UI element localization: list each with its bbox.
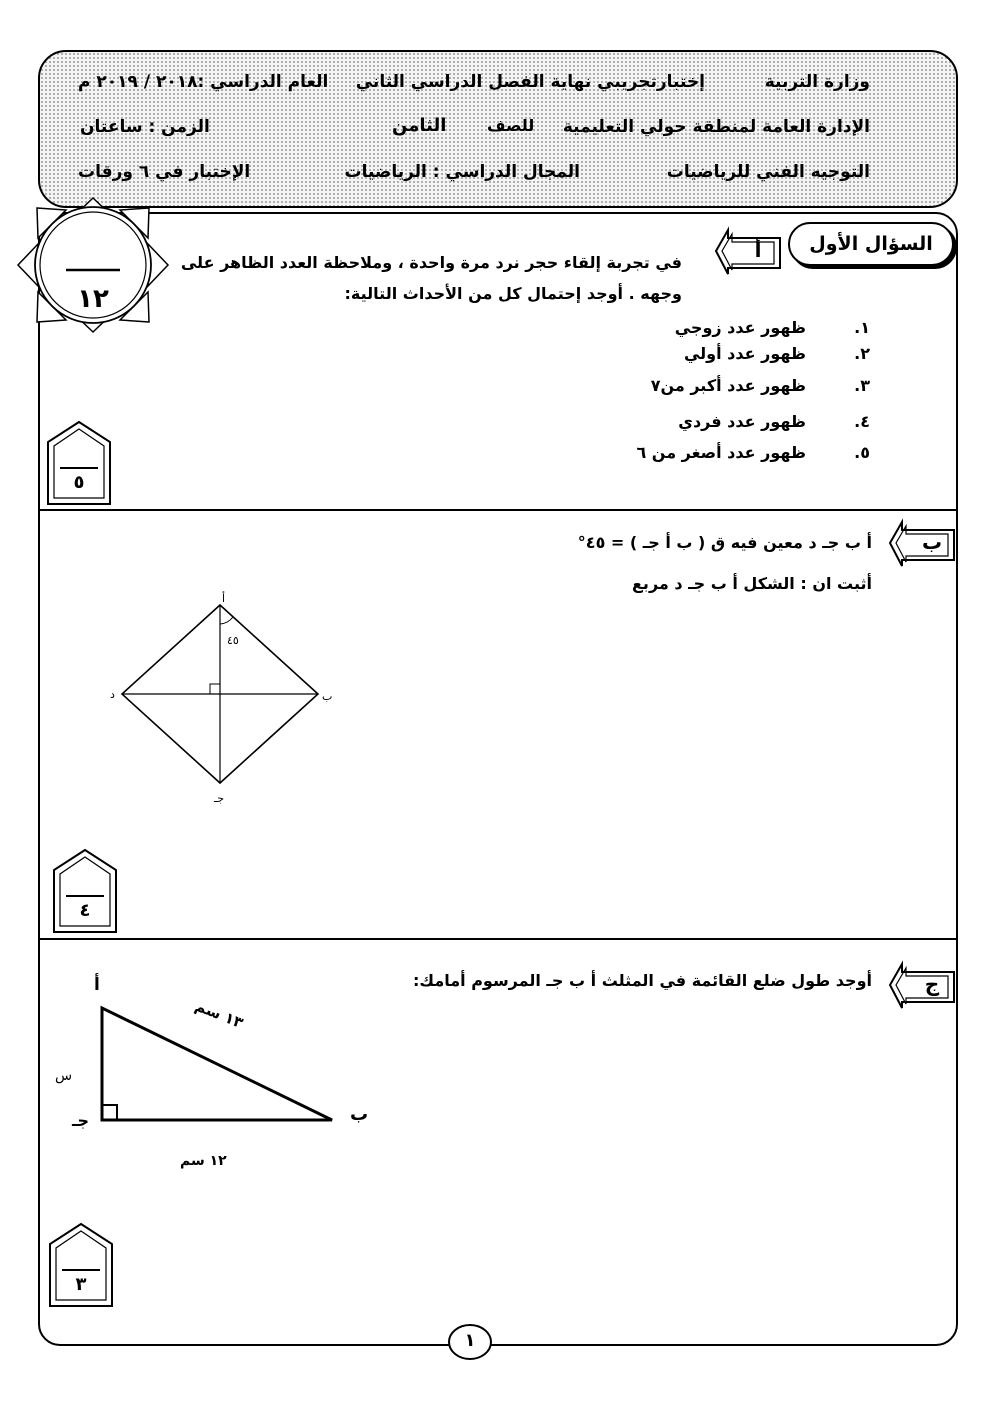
grade-name: الثامن [392, 115, 447, 136]
part-c-label: ج [924, 972, 940, 996]
item-text: ظهور عدد زوجي [674, 318, 806, 337]
page-number-badge [446, 1322, 494, 1362]
house-score-icon [48, 1222, 114, 1308]
item-number: ٥. [854, 443, 870, 462]
divider-1 [38, 509, 958, 511]
section-title-pill [788, 222, 954, 266]
part-b-score: ٤ [79, 900, 91, 921]
total-score: ١٢ [77, 284, 109, 314]
section-title: السؤال الأول [809, 233, 933, 255]
part-b-marker [888, 518, 956, 568]
base-label: ١٢ سم [180, 1153, 227, 1169]
side-x-label: س [55, 1068, 73, 1084]
house-score-icon [52, 848, 118, 934]
vertex-c: جـ [72, 1111, 89, 1130]
part-a-score-box [46, 420, 112, 500]
divider-2 [38, 938, 958, 940]
exam-title: إختبارتجريبي نهاية الفصل الدراسي الثاني [355, 72, 705, 92]
duration-label: الزمن : ساعتان [80, 117, 210, 137]
part-b-label: ب [921, 530, 943, 554]
triangle-figure [50, 968, 390, 1178]
item-number: ٢. [854, 344, 870, 363]
pages-label: الإختبار في ٦ ورقات [78, 162, 251, 182]
part-a-score: ٥ [73, 472, 85, 493]
item-text: ظهور عدد أولي [683, 344, 806, 363]
part-c-marker [888, 960, 956, 1010]
ministry-label: وزارة التربية [764, 72, 870, 92]
part-b-line2: أثبت ان : الشكل أ ب جـ د مربع [632, 574, 872, 593]
supervision-label: التوجيه الفني للرياضيات [666, 162, 870, 182]
part-a-line1: في تجربة إلقاء حجر نرد مرة واحدة ، وملاحظة العدد الظاهر على [180, 253, 682, 272]
part-a-line2: وجهه . أوجد إحتمال كل من الأحداث التالية: [344, 284, 682, 303]
part-b-line1: أ ب جـ د معين فيه ق ( ب أ جـ ) = ٤٥° [577, 533, 872, 552]
vertex-a: أ [222, 592, 226, 605]
page-number: ١ [464, 1330, 476, 1351]
item-text: ظهور عدد أكبر من٧ [650, 376, 806, 395]
grade-label [392, 115, 534, 136]
grade-prefix: للصف [486, 116, 535, 135]
directorate-label: الإدارة العامة لمنطقة حولي التعليمية [562, 117, 870, 137]
vertex-c: جـ [214, 792, 225, 805]
item-number: ٤. [854, 412, 870, 431]
vertex-d: د [110, 688, 115, 701]
academic-year: العام الدراسي :٢٠١٨ / ٢٠١٩ م [78, 72, 329, 92]
part-b-score-box [52, 848, 118, 928]
part-c-score-box [48, 1222, 114, 1302]
item-number: ٣. [854, 376, 870, 395]
vertex-b: ب [350, 1104, 369, 1125]
vertex-a: أ [94, 975, 100, 995]
part-c-score: ٣ [75, 1274, 87, 1295]
subject-label: المجال الدراسي : الرياضيات [344, 162, 580, 182]
item-text: ظهور عدد أصغر من ٦ [636, 443, 806, 462]
part-c-line1: أوجد طول ضلع القائمة في المثلث أ ب جـ المرسوم أمامك: [413, 971, 872, 990]
house-score-icon [46, 420, 112, 506]
item-number: ١. [854, 318, 870, 337]
rhombus-figure [110, 590, 350, 815]
hypotenuse-label: ١٣ سم [192, 996, 246, 1032]
vertex-b: ب [322, 690, 333, 703]
part-a-marker [714, 226, 782, 276]
part-a-label: أ [754, 238, 762, 262]
angle-label: ٤٥ [227, 634, 239, 647]
item-text: ظهور عدد فردي [678, 412, 806, 431]
total-score-badge [14, 196, 172, 334]
